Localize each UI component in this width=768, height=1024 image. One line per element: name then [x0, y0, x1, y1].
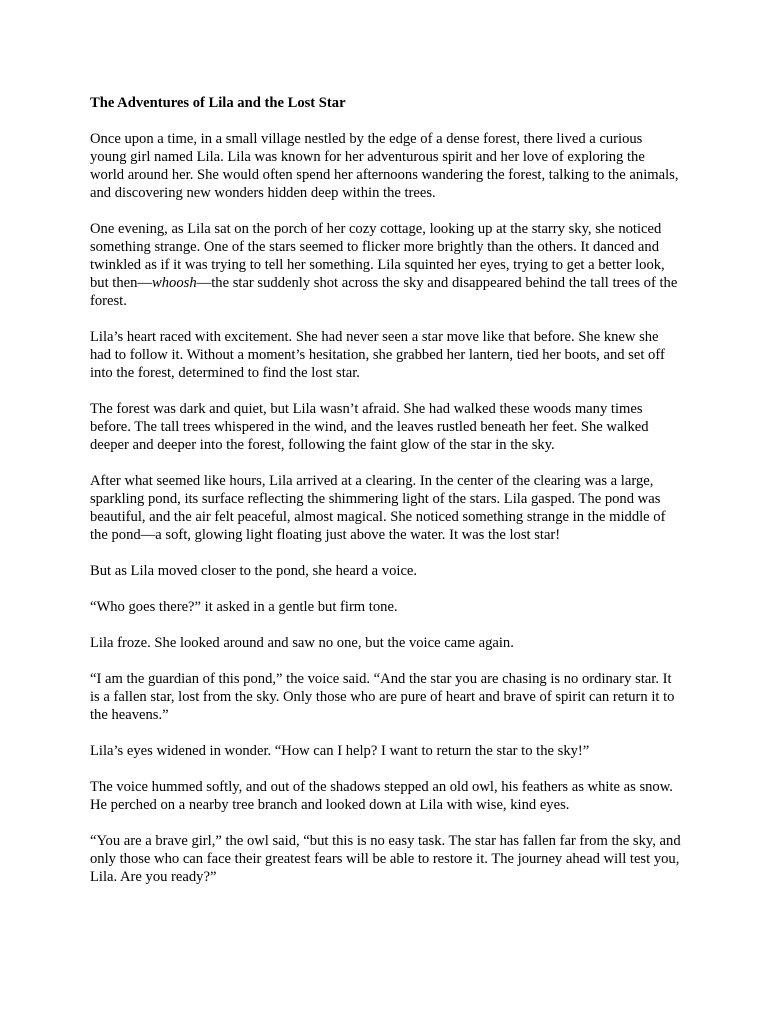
document-page — [90, 94, 682, 904]
paragraph: “You are a brave girl,” the owl said, “but this is no easy task. The star has fallen far from the sky, and only those who can face their greatest fears will be able to restore it. The journey ahead will test you, Lila. Are you ready?” — [90, 833, 681, 885]
paragraph: After what seemed like hours, Lila arrived at a clearing. In the center of the clearing was a large, sparkling pond, its surface reflecting the shimmering light of the stars. Lila gasped. The pond was beautiful, and the air felt peaceful, almost magical. She noticed something strange in the middle of the pond—a soft, glowing light floating just above the water. It was the lost star! — [90, 473, 666, 543]
paragraph: The forest was dark and quiet, but Lila wasn’t afraid. She had walked these woods many times before. The tall trees whispered in the wind, and the leaves rustled beneath her feet. She walked deeper and deeper into the forest, following the faint glow of the star in the sky. — [90, 401, 649, 453]
paragraph: Lila froze. She looked around and saw no one, but the voice came again. — [90, 635, 514, 651]
paragraph-text: One evening, as Lila sat on the porch of her cozy cottage, looking up at the starry sky, she noticed something strange. One of the stars seemed to flicker more brightly than the others. It danced and twinkled as if it was trying to tell her something. Lila squinted her eyes, trying to get a better look, but then— — [90, 221, 665, 291]
paragraph: Lila’s heart raced with excitement. She had never seen a star move like that before. She knew she had to follow it. Without a moment’s hesitation, she grabbed her lantern, tied her boots, and set off into the forest, determined to find the lost star. — [90, 329, 665, 381]
paragraph: “Who goes there?” it asked in a gentle but firm tone. — [90, 599, 398, 615]
paragraph: Once upon a time, in a small village nestled by the edge of a dense forest, there lived a curious young girl named Lila. Lila was known for her adventurous spirit and her love of exploring the world around her. She would often spend her afternoons wandering the forest, talking to the animals, and discovering new wonders hidden deep within the trees. — [90, 131, 679, 201]
paragraph: The voice hummed softly, and out of the shadows stepped an old owl, his feathers as white as snow. He perched on a nearby tree branch and looked down at Lila with wise, kind eyes. — [90, 779, 673, 813]
paragraph — [90, 220, 682, 310]
paragraph: But as Lila moved closer to the pond, she heard a voice. — [90, 563, 418, 579]
paragraph-text: —the star suddenly shot across the sky and disappeared behind the tall trees of the forest. — [90, 275, 678, 309]
paragraph-emphasis: whoosh — [152, 275, 197, 291]
paragraph: Lila’s eyes widened in wonder. “How can I help? I want to return the star to the sky!” — [90, 743, 590, 759]
document-title: The Adventures of Lila and the Lost Star — [90, 95, 346, 111]
paragraph: “I am the guardian of this pond,” the voice said. “And the star you are chasing is no ordinary star. It is a fallen star, lost from the sky. Only those who are pure of heart and brave of spirit can return it to the heavens.” — [90, 671, 675, 723]
